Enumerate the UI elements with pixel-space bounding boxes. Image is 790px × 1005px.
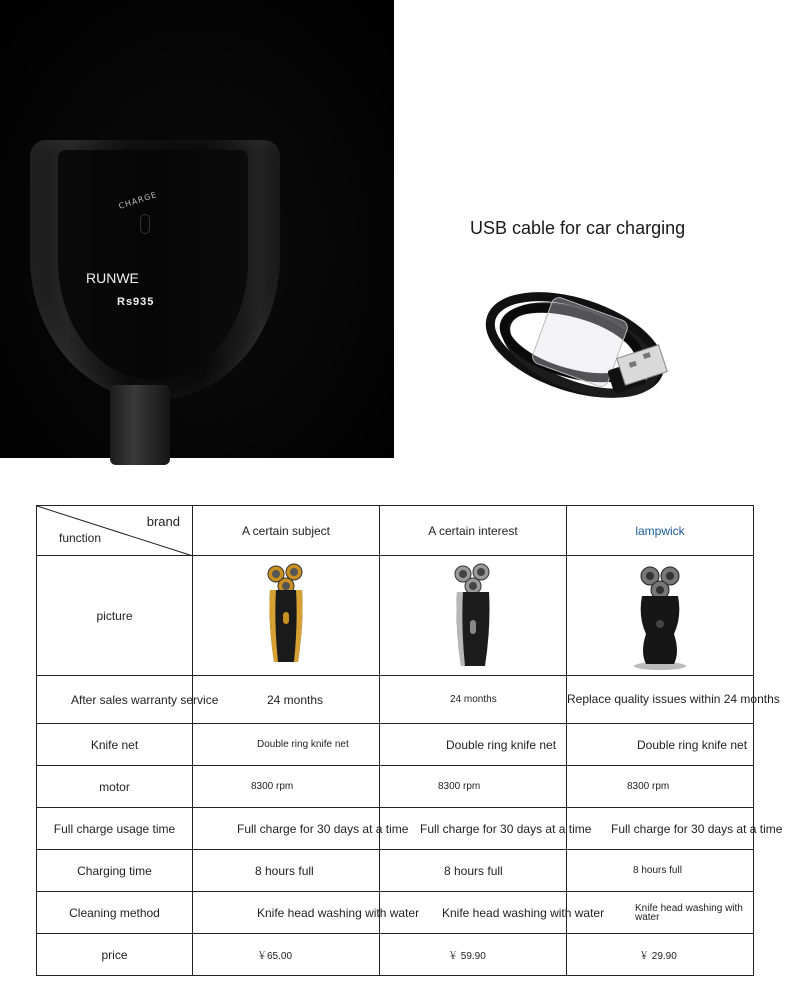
row-label-motor: motor bbox=[37, 766, 193, 808]
table-row bbox=[37, 676, 754, 724]
usb-caption: USB cable for car charging bbox=[470, 218, 686, 238]
table-row bbox=[37, 766, 754, 808]
product-picture-1 bbox=[193, 556, 380, 676]
knife-net-value-1: Double ring knife net bbox=[193, 724, 380, 766]
charging-time-value-2: 8 hours full bbox=[380, 850, 567, 892]
row-label-picture: picture bbox=[37, 556, 193, 676]
shaver-inner-shape bbox=[58, 150, 248, 380]
warranty-label-text: After sales warranty service bbox=[71, 692, 219, 707]
usage-time-value-2 bbox=[380, 808, 592, 850]
motor-value-2: 8300 rpm bbox=[380, 766, 567, 808]
table-row bbox=[37, 850, 754, 892]
corner-brand-label: brand bbox=[146, 514, 180, 529]
row-label-knife-net: Knife net bbox=[37, 724, 193, 766]
photo-brand-text: RUNWE bbox=[86, 270, 139, 286]
charging-time-value-3: 8 hours full bbox=[567, 850, 754, 892]
knife-net-value-2: Double ring knife net bbox=[380, 724, 567, 766]
gold-shaver-icon bbox=[264, 562, 308, 666]
product-picture-2 bbox=[380, 556, 567, 676]
row-label-usage-time: Full charge usage time bbox=[37, 808, 193, 850]
motor-value-3: 8300 rpm bbox=[567, 766, 754, 808]
usb-cable-image bbox=[480, 285, 700, 435]
charge-indicator bbox=[140, 214, 150, 234]
price-value-2: ￥ 59.90 bbox=[380, 934, 567, 976]
table-row bbox=[37, 556, 754, 676]
usage-time-text-3: Full charge for 30 days at a time bbox=[611, 821, 783, 836]
price-value-1: ￥65.00 bbox=[193, 934, 380, 976]
table-row bbox=[37, 892, 754, 934]
price-value-3: ￥ 29.90 bbox=[567, 934, 754, 976]
row-label-charging-time: Charging time bbox=[37, 850, 193, 892]
cleaning-text-1: Knife head washing with water bbox=[257, 905, 420, 920]
cleaning-value-3: Knife head washing with water bbox=[567, 892, 754, 934]
brand-header-3: lampwick bbox=[567, 506, 754, 556]
warranty-value-2: 24 months bbox=[380, 676, 567, 724]
shaver-photo bbox=[0, 0, 394, 458]
brand-header-1: A certain subject bbox=[193, 506, 380, 556]
table-row bbox=[37, 934, 754, 976]
usage-time-value-1 bbox=[193, 808, 409, 850]
usage-time-value-3 bbox=[567, 808, 783, 850]
comparison-table bbox=[36, 505, 783, 976]
row-label-price: price bbox=[37, 934, 193, 976]
product-picture-3 bbox=[567, 556, 754, 676]
corner-cell bbox=[37, 506, 193, 556]
warranty-value-1: 24 months bbox=[193, 676, 380, 724]
row-label-warranty bbox=[37, 676, 219, 724]
charge-label: CHARGE bbox=[117, 190, 159, 211]
usage-time-text-2: Full charge for 30 days at a time bbox=[420, 821, 592, 836]
usage-time-text-1: Full charge for 30 days at a time bbox=[237, 821, 409, 836]
cleaning-value-2 bbox=[380, 892, 605, 934]
warranty-value-3: Replace quality issues within 24 months bbox=[567, 676, 754, 724]
brand-header-2: A certain interest bbox=[380, 506, 567, 556]
table-row bbox=[37, 724, 754, 766]
shaver-cord bbox=[110, 385, 170, 465]
charging-time-value-1: 8 hours full bbox=[193, 850, 380, 892]
table-row bbox=[37, 808, 754, 850]
silver-shaver-icon bbox=[453, 562, 493, 670]
row-label-cleaning: Cleaning method bbox=[37, 892, 193, 934]
knife-net-value-3: Double ring knife net bbox=[567, 724, 754, 766]
corner-function-label: function bbox=[59, 531, 102, 545]
cleaning-value-1 bbox=[193, 892, 420, 934]
cleaning-text-2: Knife head washing with water bbox=[442, 905, 605, 920]
black-shaver-icon bbox=[630, 562, 690, 670]
motor-value-1: 8300 rpm bbox=[193, 766, 380, 808]
photo-model-text: Rs935 bbox=[117, 296, 155, 308]
table-header-row bbox=[37, 506, 754, 556]
